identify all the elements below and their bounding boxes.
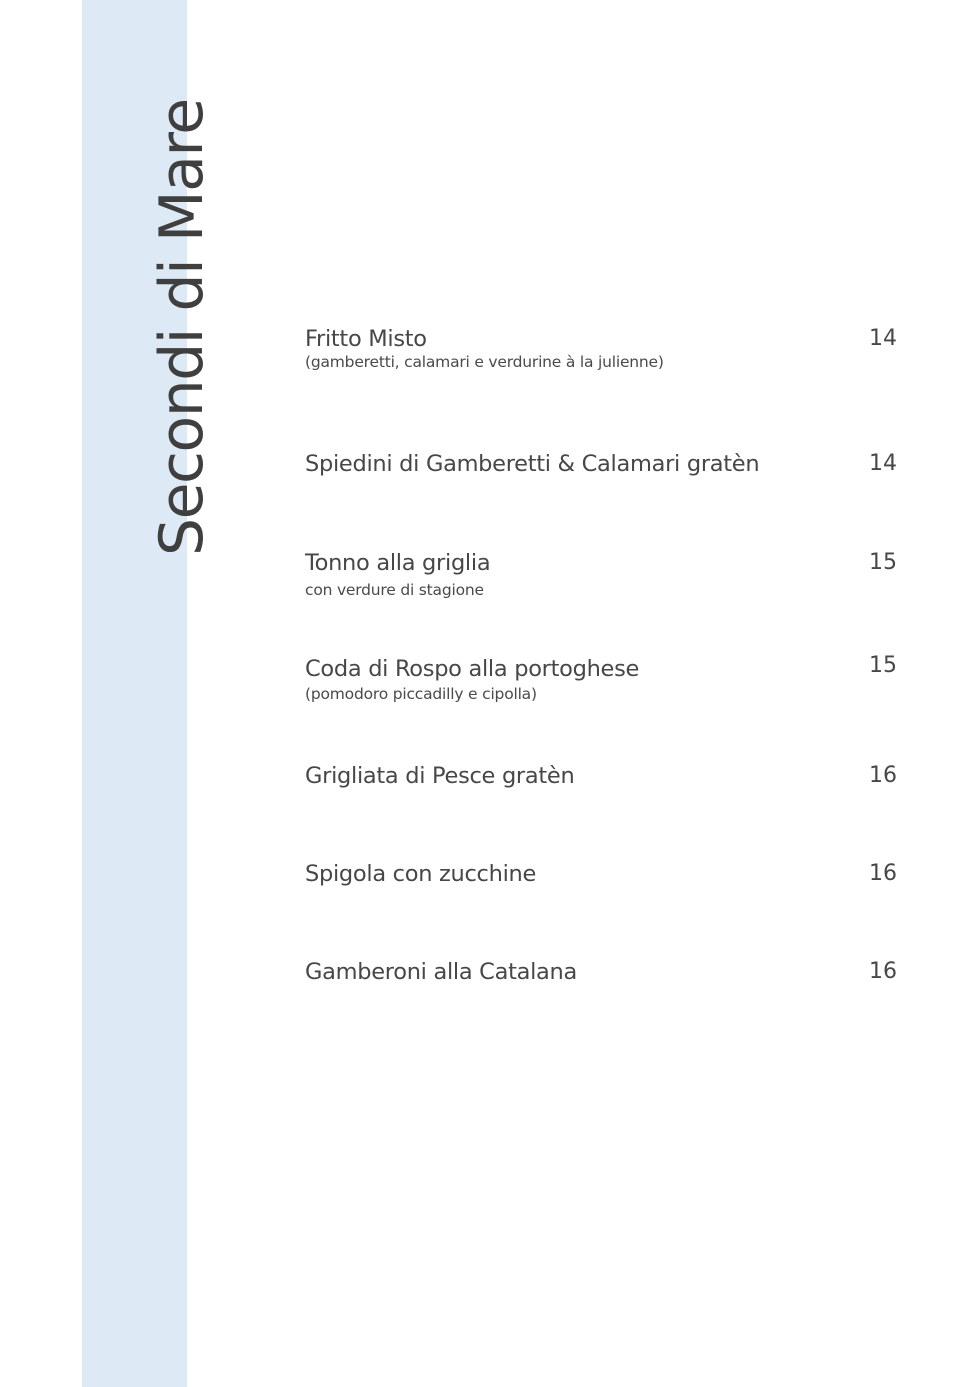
item-price: 14 bbox=[869, 326, 897, 351]
item-price: 16 bbox=[869, 763, 897, 788]
menu-item-gamberoni bbox=[305, 959, 897, 985]
item-description: (pomodoro piccadilly e cipolla) bbox=[305, 685, 537, 703]
section-title: Secondi di Mare bbox=[147, 99, 217, 556]
item-name: Tonno alla griglia bbox=[305, 550, 491, 576]
item-price: 15 bbox=[869, 653, 897, 678]
item-price: 14 bbox=[869, 451, 897, 476]
menu-item-spiedini bbox=[305, 451, 897, 477]
menu-item-spigola bbox=[305, 861, 897, 887]
item-name: Spigola con zucchine bbox=[305, 861, 537, 887]
item-name: Grigliata di Pesce gratèn bbox=[305, 763, 575, 789]
item-price: 15 bbox=[869, 550, 897, 575]
menu-item-grigliata bbox=[305, 763, 897, 789]
item-name: Fritto Misto bbox=[305, 326, 427, 352]
menu-item-coda-di-rospo bbox=[305, 653, 897, 703]
menu-item-tonno bbox=[305, 550, 897, 599]
item-description: (gamberetti, calamari e verdurine à la julienne) bbox=[305, 353, 664, 371]
item-description: con verdure di stagione bbox=[305, 581, 484, 599]
item-name: Spiedini di Gamberetti & Calamari gratèn bbox=[305, 451, 760, 477]
item-price: 16 bbox=[869, 861, 897, 886]
item-price: 16 bbox=[869, 959, 897, 984]
item-name: Coda di Rospo alla portoghese bbox=[305, 656, 640, 682]
item-name: Gamberoni alla Catalana bbox=[305, 959, 577, 985]
menu-item-fritto-misto bbox=[305, 326, 897, 371]
